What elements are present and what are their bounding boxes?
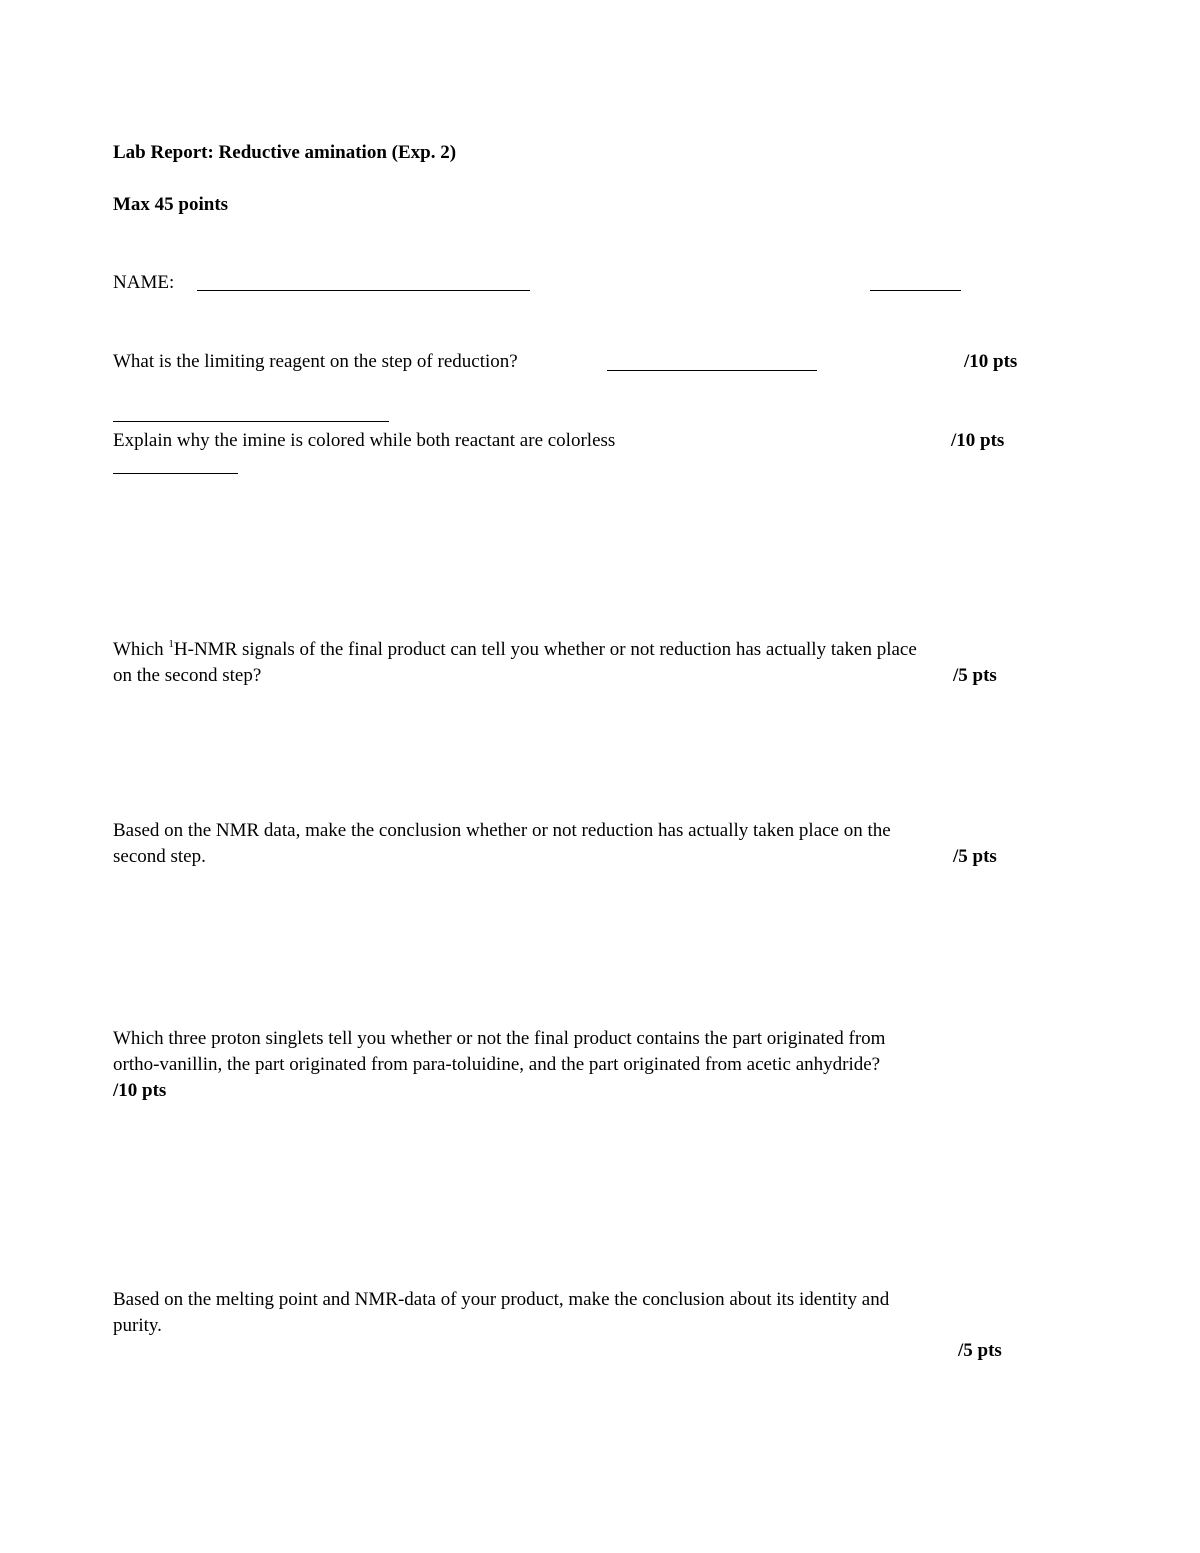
question-3-points: /5 pts	[953, 665, 997, 686]
question-2-points: /10 pts	[951, 430, 1005, 451]
question-6-points: /5 pts	[958, 1340, 1002, 1361]
page-title: Lab Report: Reductive amination (Exp. 2)	[113, 142, 457, 163]
question-1-answer-line[interactable]	[607, 370, 817, 371]
superscript-1: 1	[168, 638, 174, 650]
answer-line[interactable]	[113, 473, 238, 474]
name-blank-line[interactable]	[197, 290, 530, 291]
score-blank-line[interactable]	[870, 290, 961, 291]
question-2-text: Explain why the imine is colored while both reactant are colorless	[113, 430, 616, 451]
name-label: NAME:	[113, 272, 175, 293]
question-6-line-1: Based on the melting point and NMR-data of your product, make the conclusion about its identity and	[113, 1289, 890, 1310]
question-6-line-2: purity.	[113, 1315, 162, 1336]
question-3-line-2: on the second step?	[113, 665, 262, 686]
question-1-text: What is the limiting reagent on the step of reduction?	[113, 351, 518, 372]
question-1-points: /10 pts	[964, 351, 1018, 372]
question-4-points: /5 pts	[953, 846, 997, 867]
question-3-main: H-NMR signals of the final product can tell you whether or not reduction has actually taken place	[173, 639, 917, 660]
question-5-line-1: Which three proton singlets tell you whether or not the final product contains the part originated from	[113, 1028, 886, 1049]
question-5-points: /10 pts	[113, 1080, 167, 1101]
question-4-line-1: Based on the NMR data, make the conclusion whether or not reduction has actually taken place on the	[113, 820, 891, 841]
question-5-line-2: ortho-vanillin, the part originated from para-toluidine, and the part originated from acetic anhydride?	[113, 1054, 881, 1075]
question-4-line-2: second step.	[113, 846, 206, 867]
max-points: Max 45 points	[113, 194, 229, 215]
answer-line[interactable]	[113, 421, 389, 422]
question-3-line-1	[113, 637, 917, 663]
question-3-prefix: Which	[113, 639, 169, 660]
